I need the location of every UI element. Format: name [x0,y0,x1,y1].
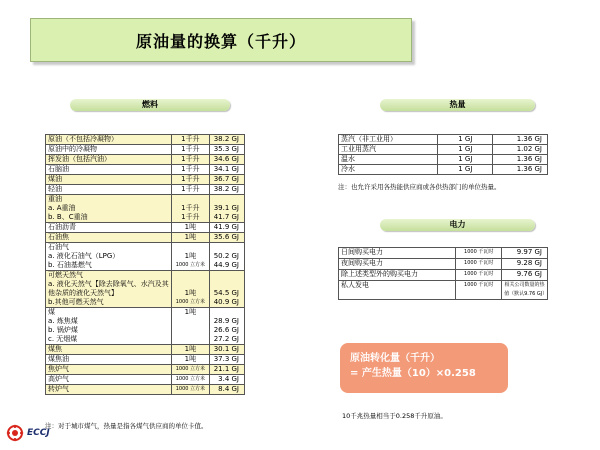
cell-line [174,326,207,335]
heat-unit-cell: 1 GJ [438,155,493,165]
cell-line: a. 液化天然气【除去除氧气、水汽及其 [48,280,169,288]
eccj-logo-text: ECCJ [27,428,50,438]
table-row [339,259,548,270]
cell-line: 40.9 GJ [213,298,239,306]
cell-line: 1千升 [181,204,200,212]
power-label-cell: 夜间购买电力 [339,259,456,270]
cell-line [212,308,239,317]
heat-value-cell: 1.02 GJ [493,145,548,155]
table-row [46,155,245,165]
table-row [339,270,548,281]
table-row [339,281,548,300]
cell-line [174,317,207,326]
cell-line: b. B、C重油 [48,213,88,221]
table-row [46,385,245,395]
cell-line: 转炉气 [48,385,69,393]
cell-line [174,280,207,289]
heat-value-cell: 1.36 GJ [493,155,548,165]
heat-note: 注：也允许采用各热能供应商或各供热部门的单位热量。 [338,183,501,191]
cell-line: 1吨 [184,345,197,353]
cell-line: 他杂质的液化天然气】 [48,289,118,297]
cell-line: 轻油 [48,185,62,193]
cell-line: 1吨 [184,223,197,231]
cell-line: 41.7 GJ [213,213,239,221]
cell-line: 原油（不包括冷凝物） [48,135,118,143]
heat-header: 热量 [380,99,535,111]
heat-label-cell: 工业用蒸汽 [339,145,438,155]
cell-line: 1千升 [181,155,200,163]
cell-line: 1吨 [184,355,197,363]
cell-line: 8.4 GJ [218,385,239,393]
table-row [46,365,245,375]
fuel-note: 注：对于城市煤气，热量是指各煤气供应商的单位卡值。 [45,422,208,430]
cell-line: 煤焦 [48,345,62,353]
conversion-formula [340,343,508,393]
table-row [46,185,245,195]
cell-line: 38.2 GJ [213,135,239,143]
cell-line: 1千升 [181,213,200,221]
heat-unit-cell: 1 GJ [438,135,493,145]
cell-line: b. 锅炉煤 [48,326,78,334]
cell-line [212,195,239,204]
heat-label-cell: 温水 [339,155,438,165]
cell-line: 1千升 [181,145,200,153]
heat-table [338,134,548,175]
cell-line: 35.6 GJ [213,233,239,241]
cell-line: 1000 立方米 [175,299,206,305]
cell-line: 1千升 [181,175,200,183]
cell-line [174,271,207,280]
cell-line: 煤油 [48,175,62,183]
cell-line: a. 液化石油气（LPG） [48,252,120,260]
cell-line: c. 无烟煤 [48,335,78,343]
cell-line: 1000 立方米 [175,366,206,372]
cell-line: 37.3 GJ [213,355,239,363]
cell-line: a. 炼焦煤 [48,317,78,325]
cell-line: b.其他可燃天然气 [48,298,104,306]
power-unit-cell: 1000 千瓦时 [456,270,502,281]
table-row [46,375,245,385]
table-row [46,308,245,345]
table-row [46,271,245,308]
cell-line: 3.4 GJ [218,375,239,383]
power-value-cell: 9.28 GJ [502,259,548,270]
cell-line: 可燃天然气 [48,271,83,279]
cell-line: a. A重油 [48,204,76,212]
power-table [338,247,548,300]
cell-line: 重油 [48,195,62,203]
cell-line: 28.9 GJ [213,317,239,325]
power-unit-cell: 1000 千瓦时 [456,259,502,270]
table-row [46,165,245,175]
cell-line: 石油气 [48,243,69,251]
cell-line: 1千升 [181,135,200,143]
cell-line: 石油沥青 [48,223,76,231]
table-row [46,355,245,365]
cell-line: 26.6 GJ [213,326,239,334]
cell-line [212,243,239,252]
footnote: 10千兆热量相当于0.258千升原油。 [342,412,447,420]
cell-line: b. 石油基燃气 [48,261,92,269]
cell-line: 1吨 [184,252,197,260]
power-header: 电力 [380,219,535,231]
power-label-cell: 私人发电 [339,281,456,300]
cell-line [174,195,207,204]
power-label-cell: 除上述类型外的购买电力 [339,270,456,281]
cell-line: 54.5 GJ [213,289,239,297]
cell-line: 石脑油 [48,165,69,173]
heat-value-cell: 1.36 GJ [493,165,548,175]
cell-line: 38.2 GJ [213,185,239,193]
eccj-logo [6,424,50,442]
cell-line: 焦炉气 [48,365,69,373]
table-row [46,223,245,233]
table-row [46,135,245,145]
cell-line: 44.9 GJ [213,261,239,269]
table-row [46,175,245,185]
cell-line: 挥发油（包括汽油） [48,155,111,163]
cell-line: 石油焦 [48,233,69,241]
cell-line [174,243,207,252]
table-row [46,345,245,355]
cell-line: 30.1 GJ [213,345,239,353]
table-row [339,145,548,155]
power-value-cell: 9.97 GJ [502,248,548,259]
cell-line: 原油中的冷凝物 [48,145,97,153]
heat-value-cell: 1.36 GJ [493,135,548,145]
cell-line: 34.1 GJ [213,165,239,173]
power-label-cell: 日间购买电力 [339,248,456,259]
fuel-table [45,134,245,395]
power-unit-cell: 1000 千瓦时 [456,281,502,300]
cell-line: 41.9 GJ [213,223,239,231]
heat-unit-cell: 1 GJ [438,145,493,155]
table-row [339,155,548,165]
table-row [46,243,245,271]
fuel-header: 燃料 [70,99,230,111]
table-row [46,145,245,155]
table-row [339,248,548,259]
cell-line: 1吨 [184,308,197,316]
table-row [46,233,245,243]
formula-line-2: = 产生热量（10）×0.258 [350,368,476,379]
cell-line: 1吨 [184,289,197,297]
heat-label-cell: 冷水 [339,165,438,175]
heat-label-cell: 蒸汽（非工业用） [339,135,438,145]
cell-line: 35.3 GJ [213,145,239,153]
power-value-cell: 9.76 GJ [502,270,548,281]
cell-line: 21.1 GJ [213,365,239,373]
cell-line: 1000 立方米 [175,262,206,268]
formula-line-1: 原油转化量（千升） [350,353,440,364]
cell-line: 1吨 [184,233,197,241]
cell-line: 煤 [48,308,55,316]
cell-line [212,271,239,280]
table-row [339,165,548,175]
cell-line: 36.7 GJ [213,175,239,183]
cell-line: 高炉气 [48,375,69,383]
heat-unit-cell: 1 GJ [438,165,493,175]
cell-line: 39.1 GJ [213,204,239,212]
cell-line [174,335,207,344]
table-row [339,135,548,145]
cell-line: 34.6 GJ [213,155,239,163]
eccj-emblem-icon [6,424,24,442]
cell-line: 27.2 GJ [213,335,239,343]
cell-line: 1千升 [181,185,200,193]
power-unit-cell: 1000 千瓦时 [456,248,502,259]
power-value-cell: 相关公司数量的热值（默认9.76 GJ） [502,281,548,300]
cell-line [212,280,239,289]
cell-line: 1000 立方米 [175,376,206,382]
cell-line: 1千升 [181,165,200,173]
cell-line: 煤焦油 [48,355,69,363]
page-title: 原油量的换算（千升） [30,18,412,62]
cell-line: 50.2 GJ [213,252,239,260]
cell-line: 1000 立方米 [175,386,206,392]
table-row [46,195,245,223]
